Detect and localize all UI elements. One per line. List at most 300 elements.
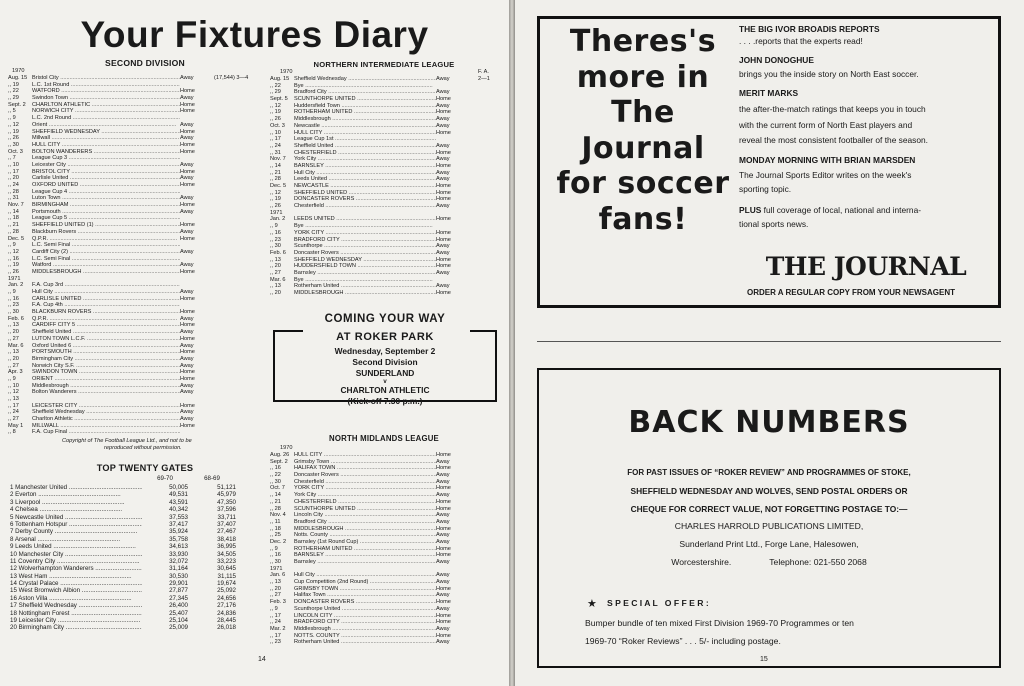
fixture-venue: Away bbox=[180, 262, 194, 269]
fixture-row bbox=[8, 343, 256, 350]
fixture-venue: Away bbox=[436, 122, 450, 129]
fixture-opponent: HALIFAX TOWN ..... bbox=[294, 465, 436, 472]
fixture-row bbox=[270, 599, 470, 606]
gates-club: 6 Tottenham Hotspur ..... bbox=[10, 521, 142, 528]
fixture-row bbox=[8, 302, 256, 309]
fixture-opponent: Birmingham City ..... bbox=[32, 356, 180, 363]
fixture-venue bbox=[180, 82, 214, 89]
fixture-date: ,, 7 bbox=[8, 155, 16, 162]
gates-row bbox=[10, 624, 250, 631]
gates-row bbox=[10, 580, 250, 587]
gates-69-70: 40,342 bbox=[169, 506, 188, 514]
gates-row bbox=[10, 595, 250, 602]
fixture-venue: Home bbox=[436, 149, 451, 156]
fixture-row bbox=[270, 492, 470, 499]
fixture-opponent: SCUNTHORPE UNITED ..... bbox=[294, 506, 436, 513]
fixture-row bbox=[270, 203, 470, 210]
gates-club: 1 Manchester United ..... bbox=[10, 484, 142, 491]
fixture-score bbox=[214, 309, 256, 316]
fixture-venue: Away bbox=[180, 121, 194, 128]
fixture-row bbox=[270, 196, 470, 203]
fixture-score bbox=[214, 356, 256, 363]
fixture-score bbox=[214, 129, 256, 136]
fixture-venue: Home bbox=[436, 632, 451, 639]
gates-69-70: 30,530 bbox=[169, 572, 188, 580]
fixture-opponent: League Cup 4 ..... bbox=[32, 189, 180, 196]
fixture-date: ,, 5 bbox=[8, 108, 16, 115]
fixture-row bbox=[8, 389, 256, 396]
fixture-opponent: Rotherham United ..... bbox=[294, 639, 436, 646]
fixture-row bbox=[270, 606, 470, 613]
fixture-opponent: Luton Town ..... bbox=[32, 195, 180, 202]
fixture-row bbox=[8, 309, 256, 316]
fixture-venue: Home bbox=[180, 128, 195, 135]
fixture-opponent: Carlisle United ..... bbox=[32, 175, 180, 182]
fixture-opponent: Bolton Wanderers ..... bbox=[32, 389, 180, 396]
fixture-row bbox=[270, 170, 470, 177]
coming-line-4: Second Division bbox=[352, 357, 418, 367]
fixture-opponent: BARNSLEY ..... bbox=[294, 163, 436, 170]
fixture-row bbox=[8, 135, 256, 142]
fixture-date: ,, 24 bbox=[270, 619, 281, 626]
gates-row bbox=[10, 491, 250, 498]
fixture-venue: Away bbox=[180, 362, 194, 369]
gates-club: 20 Birmingham City ..... bbox=[10, 624, 142, 631]
fixture-opponent: SHEFFIELD UNITED ..... bbox=[294, 190, 436, 197]
fixture-venue: Away bbox=[180, 208, 194, 215]
fixture-row bbox=[8, 349, 256, 356]
fixture-venue bbox=[180, 189, 214, 196]
gates-69-70: 37,417 bbox=[169, 520, 188, 528]
fixture-row bbox=[270, 559, 470, 566]
fixture-date: Jan. 2 bbox=[8, 282, 24, 289]
fixture-venue: Away bbox=[180, 175, 194, 182]
fixture-row bbox=[270, 216, 470, 223]
fixture-date: ,, 17 bbox=[270, 136, 281, 143]
fixture-opponent: Bye ..... bbox=[294, 277, 436, 284]
fixture-date: ,, 23 bbox=[8, 302, 19, 309]
fixture-opponent: Bye ..... bbox=[294, 223, 436, 230]
fixture-opponent: Cardiff City (2) ..... bbox=[32, 249, 180, 256]
fixture-score bbox=[214, 108, 256, 115]
fixture-date: ,, 16 bbox=[270, 465, 281, 472]
fixture-venue: Home bbox=[180, 295, 195, 302]
fixture-venue: Home bbox=[436, 216, 451, 223]
fixture-venue: Home bbox=[436, 109, 451, 116]
back-numbers-title: BACK NUMBERS bbox=[628, 405, 910, 440]
fixture-row bbox=[8, 289, 256, 296]
fixture-row bbox=[270, 116, 470, 123]
fixture-date: ,, 12 bbox=[8, 248, 19, 255]
fixture-date: ,, 14 bbox=[8, 208, 19, 215]
fixture-venue: Away bbox=[436, 176, 450, 183]
fixture-opponent: Newcastle ..... bbox=[294, 123, 436, 130]
fixture-date: ,, 9 bbox=[8, 115, 16, 122]
gates-68-69: 45,979 bbox=[217, 491, 236, 499]
fixture-date: ,, 21 bbox=[8, 222, 19, 229]
fixture-score bbox=[214, 142, 256, 149]
fixture-date: Sept. 5 bbox=[270, 96, 288, 103]
gates-row bbox=[10, 521, 250, 528]
fixture-date: Sept. 2 bbox=[8, 101, 26, 108]
gates-table bbox=[10, 484, 250, 632]
gates-68-69: 25,092 bbox=[217, 587, 236, 595]
fixture-row bbox=[270, 223, 470, 230]
fixture-venue: Home bbox=[436, 162, 451, 169]
fixture-date: ,, 31 bbox=[8, 195, 19, 202]
fixture-date: ,, 9 bbox=[270, 545, 278, 552]
coming-line-1: COMING YOUR WAY bbox=[324, 313, 446, 325]
fixture-row bbox=[8, 155, 256, 162]
gates-69-70: 50,005 bbox=[169, 484, 188, 491]
fixture-date: Mar. 2 bbox=[270, 625, 286, 632]
gates-club: 7 Derby County ..... bbox=[10, 528, 142, 535]
gates-club: 2 Everton ..... bbox=[10, 491, 142, 498]
slogan-line-5: for soccer bbox=[556, 166, 730, 201]
fixture-row bbox=[8, 416, 256, 423]
gates-row bbox=[10, 558, 250, 565]
fixture-row bbox=[8, 149, 256, 156]
fixture-opponent: BOLTON WANDERERS ..... bbox=[32, 149, 180, 156]
slogan-line-6: fans! bbox=[598, 201, 688, 237]
fixture-date: Mar. 6 bbox=[270, 276, 286, 283]
fixture-date: Nov. 7 bbox=[270, 156, 286, 163]
fixture-date: ,, 19 bbox=[270, 109, 281, 116]
gates-club: 18 Nottingham Forest ..... bbox=[10, 610, 142, 617]
fixture-row bbox=[270, 270, 470, 277]
fixture-venue: Away bbox=[180, 161, 194, 168]
fixture-venue: Home bbox=[180, 235, 195, 242]
fixture-venue: Away bbox=[180, 315, 194, 322]
fixture-opponent: Hull City ..... bbox=[32, 289, 180, 296]
fixture-venue bbox=[180, 282, 214, 289]
merit-text-2: with the current form of North East players and bbox=[739, 119, 913, 130]
merit-heading: MERIT MARKS bbox=[739, 88, 799, 98]
fixture-venue: Away bbox=[436, 243, 450, 250]
gates-69-70: 33,930 bbox=[169, 550, 188, 558]
gates-69-70: 43,591 bbox=[169, 498, 188, 506]
fixture-venue: Home bbox=[180, 375, 195, 382]
fixture-row bbox=[8, 363, 256, 370]
fixture-date: Feb. 6 bbox=[270, 249, 286, 256]
fixture-date: Mar. 6 bbox=[8, 342, 24, 349]
gates-row bbox=[10, 551, 250, 558]
fixture-row bbox=[270, 156, 470, 163]
fixture-venue: Home bbox=[436, 585, 451, 592]
fixture-score bbox=[214, 122, 256, 129]
fixture-date: ,, 24 bbox=[8, 409, 19, 416]
fixture-score bbox=[214, 242, 256, 249]
fixture-score bbox=[214, 209, 256, 216]
fixture-score bbox=[214, 416, 256, 423]
fixture-venue: Away bbox=[436, 283, 450, 290]
gates-69-70: 35,924 bbox=[169, 528, 188, 536]
fixture-venue: Away bbox=[436, 169, 450, 176]
fixture-row bbox=[8, 169, 256, 176]
fixture-date: Jan. 2 bbox=[270, 216, 286, 223]
fixture-row bbox=[270, 250, 470, 257]
fixture-venue: Home bbox=[436, 189, 451, 196]
fixture-row bbox=[8, 229, 256, 236]
fixture-score bbox=[214, 276, 256, 283]
gates-club: 3 Liverpool ..... bbox=[10, 499, 142, 506]
second-division-fixtures bbox=[8, 75, 256, 436]
fixture-date: ,, 31 bbox=[270, 149, 281, 156]
fixture-opponent: F.A. Cup 4th ..... bbox=[32, 302, 180, 309]
gates-68-69: 51,121 bbox=[217, 484, 236, 491]
gates-68-69: 31,115 bbox=[217, 572, 236, 580]
fixture-date: ,, 18 bbox=[270, 525, 281, 532]
copyright-line-2: reproduced without permission. bbox=[104, 445, 182, 451]
fixture-opponent: YORK CITY ..... bbox=[294, 230, 436, 237]
fixture-opponent: League Cup 1st ..... bbox=[294, 136, 436, 143]
fixture-venue bbox=[436, 136, 470, 143]
fixture-date: ,, 9 bbox=[8, 289, 16, 295]
fixture-row bbox=[270, 452, 470, 459]
fixture-row bbox=[8, 102, 256, 109]
fixture-opponent: Millwall ..... bbox=[32, 135, 180, 142]
fixture-venue: Home bbox=[436, 465, 451, 472]
fixture-venue: Away bbox=[436, 579, 450, 586]
fixture-date: ,, 19 bbox=[8, 81, 19, 88]
fixture-row bbox=[8, 142, 256, 149]
gates-68-69: 30,645 bbox=[217, 565, 236, 573]
fixture-row bbox=[8, 423, 256, 430]
fixture-score bbox=[214, 189, 256, 196]
fixture-date: ,, 30 bbox=[270, 559, 281, 565]
coming-line-6: v bbox=[383, 379, 387, 385]
fixture-opponent: Hull City ..... bbox=[294, 170, 436, 177]
gates-68-69: 38,418 bbox=[217, 535, 236, 543]
star-icon: ★ bbox=[587, 597, 597, 610]
fixture-opponent: NOTTS. COUNTY ..... bbox=[294, 633, 436, 640]
fixture-row bbox=[270, 89, 470, 96]
fixture-row bbox=[8, 115, 256, 122]
fixture-venue: Away bbox=[436, 518, 450, 525]
gates-68-69: 33,711 bbox=[217, 513, 236, 521]
fixture-date: Dec. 5 bbox=[270, 183, 287, 189]
fixture-date: ,, 13 bbox=[270, 256, 281, 263]
fixture-opponent bbox=[294, 566, 436, 573]
fixture-row bbox=[270, 210, 470, 217]
fixture-opponent: Sheffield Wednesday ..... bbox=[32, 409, 180, 416]
fixture-opponent: Notts. County ..... bbox=[294, 532, 436, 539]
fixture-row bbox=[8, 95, 256, 102]
address-county: Worcestershire. bbox=[671, 557, 732, 567]
fixture-venue: Away bbox=[436, 625, 450, 632]
gates-row bbox=[10, 514, 250, 521]
monday-text-2: sporting topic. bbox=[739, 184, 792, 194]
fixture-row bbox=[8, 383, 256, 390]
fixture-venue: Home bbox=[436, 183, 451, 189]
fixture-venue: Home bbox=[180, 148, 195, 155]
fixture-row bbox=[8, 209, 256, 216]
fixture-opponent: YORK CITY ..... bbox=[294, 485, 436, 492]
gates-69-70: 25,407 bbox=[169, 609, 188, 617]
northern-heading: NORTHERN INTERMEDIATE LEAGUE bbox=[313, 60, 455, 69]
fixture-opponent: Huddersfield Town ..... bbox=[294, 103, 436, 110]
fixture-venue: Home bbox=[436, 129, 451, 136]
gates-club: 9 Leeds United ..... bbox=[10, 543, 142, 550]
fixture-row bbox=[8, 356, 256, 363]
fixture-row bbox=[270, 190, 470, 197]
fixture-date: ,, 27 bbox=[270, 592, 281, 599]
fixture-opponent: Oxford United 6 ..... bbox=[32, 343, 180, 350]
fixture-venue: Home bbox=[436, 545, 451, 552]
broadis-heading: THE BIG IVOR BROADIS REPORTS bbox=[739, 24, 880, 34]
fixture-row bbox=[8, 75, 256, 82]
fixture-date: ,, 20 bbox=[270, 290, 281, 296]
fixture-row bbox=[270, 109, 470, 116]
fixture-date: Oct. 7 bbox=[270, 485, 285, 492]
fixture-row bbox=[8, 296, 256, 303]
fixture-venue: Away bbox=[436, 89, 450, 96]
fixture-row bbox=[8, 108, 256, 115]
fixture-date: May 1 bbox=[8, 422, 24, 429]
fixture-score bbox=[214, 282, 256, 289]
fixture-opponent: Chesterfield ..... bbox=[294, 479, 436, 486]
address-line-2: Sunderland Print Ltd., Forge Lane, Halesowen, bbox=[679, 539, 859, 549]
journal-slogan bbox=[543, 24, 743, 237]
fixture-row bbox=[270, 83, 470, 90]
fixture-date: ,, 16 bbox=[8, 295, 19, 302]
fixture-date: ,, 19 bbox=[270, 196, 281, 203]
gates-69-70: 32,072 bbox=[169, 557, 188, 565]
fixture-row bbox=[270, 465, 470, 472]
fixture-venue: Home bbox=[180, 141, 195, 148]
fixture-venue bbox=[180, 155, 214, 162]
fixture-venue: Away bbox=[180, 329, 194, 336]
fixture-venue: Home bbox=[436, 229, 451, 236]
fixture-opponent: MIDDLESBROUGH ..... bbox=[294, 526, 436, 533]
merit-text-3: reveal the most consistent footballer of the season. bbox=[739, 135, 929, 145]
fixture-row bbox=[270, 136, 470, 143]
special-offer: S P E C I A L O F F E R : bbox=[607, 598, 709, 608]
fixture-date: ,, 22 bbox=[270, 82, 281, 89]
fixture-date: ,, 20 bbox=[8, 355, 19, 362]
monday-heading: MONDAY MORNING WITH BRIAN MARSDEN bbox=[739, 154, 916, 165]
fixture-date: ,, 14 bbox=[270, 162, 281, 169]
fixture-date: ,, 28 bbox=[270, 505, 281, 512]
fixture-date: ,, 14 bbox=[270, 492, 281, 499]
fixture-venue: Home bbox=[180, 322, 195, 329]
fixture-venue: Away bbox=[436, 249, 450, 256]
fixture-opponent bbox=[32, 276, 180, 283]
fixture-row bbox=[270, 76, 470, 83]
fixture-row bbox=[8, 336, 256, 343]
fixture-venue bbox=[180, 256, 214, 263]
fixture-venue bbox=[180, 215, 214, 222]
fixture-score bbox=[214, 376, 256, 383]
fixture-opponent: York City ..... bbox=[294, 156, 436, 163]
fixture-score bbox=[214, 162, 256, 169]
northern-fixtures bbox=[270, 76, 470, 297]
fixture-date: Jan. 6 bbox=[270, 572, 286, 579]
fixture-opponent: OXFORD UNITED ..... bbox=[32, 182, 180, 189]
back-line-1: FOR PAST ISSUES OF “ROKER REVIEW” AND PROGRAMMES OF STOKE, bbox=[627, 468, 911, 477]
fixture-score bbox=[214, 102, 256, 109]
fixture-venue: Home bbox=[436, 290, 451, 296]
gates-68-69: 34,505 bbox=[217, 550, 236, 558]
fixture-score bbox=[214, 269, 256, 276]
fixture-row bbox=[270, 539, 470, 546]
fixture-row bbox=[8, 269, 256, 276]
fixture-opponent: Bye ..... bbox=[294, 83, 436, 90]
fixture-row bbox=[8, 316, 256, 323]
fixture-score bbox=[214, 262, 256, 269]
fixture-venue: Home bbox=[180, 101, 195, 108]
fixture-opponent: MILLWALL ..... bbox=[32, 423, 180, 430]
fixture-opponent: CHARLTON ATHLETIC ..... bbox=[32, 102, 180, 109]
fixture-date: ,, 26 bbox=[270, 116, 281, 123]
fixture-row bbox=[8, 369, 256, 376]
gates-row bbox=[10, 587, 250, 594]
fixture-score bbox=[214, 322, 256, 329]
fixture-score bbox=[214, 396, 256, 403]
fixture-opponent: Doncaster Rovers ..... bbox=[294, 250, 436, 257]
fixture-score bbox=[214, 195, 256, 202]
fixture-opponent: CARDIFF CITY 5 ..... bbox=[32, 322, 180, 329]
gates-header bbox=[10, 475, 250, 482]
fixture-row bbox=[8, 322, 256, 329]
back-line-2: SHEFFIELD WEDNESDAY AND WOLVES, SEND POSTAL ORDERS OR bbox=[630, 486, 908, 496]
fixture-venue bbox=[436, 210, 470, 217]
fixture-venue bbox=[180, 429, 214, 436]
gates-69-70: 49,531 bbox=[169, 491, 188, 499]
coming-your-way-text bbox=[273, 313, 497, 407]
fixture-score bbox=[214, 135, 256, 142]
right-page bbox=[515, 0, 1024, 686]
fixture-row bbox=[8, 429, 256, 436]
fixture-row bbox=[270, 613, 470, 620]
address-line-1: CHARLES HARROLD PUBLICATIONS LIMITED, bbox=[674, 521, 864, 531]
fixture-score bbox=[214, 329, 256, 336]
right-page-number: 15 bbox=[760, 656, 768, 663]
fixture-opponent: Doncaster Rovers ..... bbox=[294, 472, 436, 479]
fixture-date: Feb. 3 bbox=[270, 599, 286, 606]
fixture-venue: Away bbox=[180, 382, 194, 389]
fixture-date: ,, 19 bbox=[8, 128, 19, 135]
fixture-row bbox=[270, 123, 470, 130]
fixture-venue: Home bbox=[180, 268, 195, 275]
fixture-score bbox=[214, 215, 256, 222]
fixture-venue: Away bbox=[436, 458, 450, 465]
coming-line-8: (Kick-off 7.30 p.m.) bbox=[347, 396, 423, 406]
fixture-date: 1971 bbox=[270, 209, 283, 216]
gates-row bbox=[10, 565, 250, 572]
fixture-venue bbox=[180, 242, 214, 249]
fixture-venue: Away bbox=[436, 269, 450, 276]
fixture-date: Apr. 3 bbox=[8, 369, 23, 376]
fixture-opponent: L.C. 2nd Round ..... bbox=[32, 115, 180, 122]
fixture-opponent: HULL CITY ..... bbox=[32, 142, 180, 149]
plus-text bbox=[739, 203, 997, 218]
gates-row bbox=[10, 543, 250, 550]
fixture-date: ,, 10 bbox=[8, 161, 19, 168]
gates-69-70: 27,345 bbox=[169, 594, 188, 602]
fixture-opponent: CHESTERFIELD ..... bbox=[294, 499, 436, 506]
order-line: ORDER A REGULAR COPY FROM YOUR NEWSAGENT bbox=[746, 288, 955, 297]
fixture-row bbox=[8, 215, 256, 222]
fixture-date: ,, 13 bbox=[8, 322, 19, 329]
fixture-row bbox=[270, 532, 470, 539]
fixture-opponent: Scunthorpe United ..... bbox=[294, 606, 436, 613]
fixture-date: ,, 20 bbox=[270, 585, 281, 592]
fixture-venue: Away bbox=[180, 342, 194, 349]
fixture-row bbox=[270, 572, 470, 579]
fixture-row bbox=[8, 282, 256, 289]
northern-fa: F. A. bbox=[478, 69, 489, 75]
